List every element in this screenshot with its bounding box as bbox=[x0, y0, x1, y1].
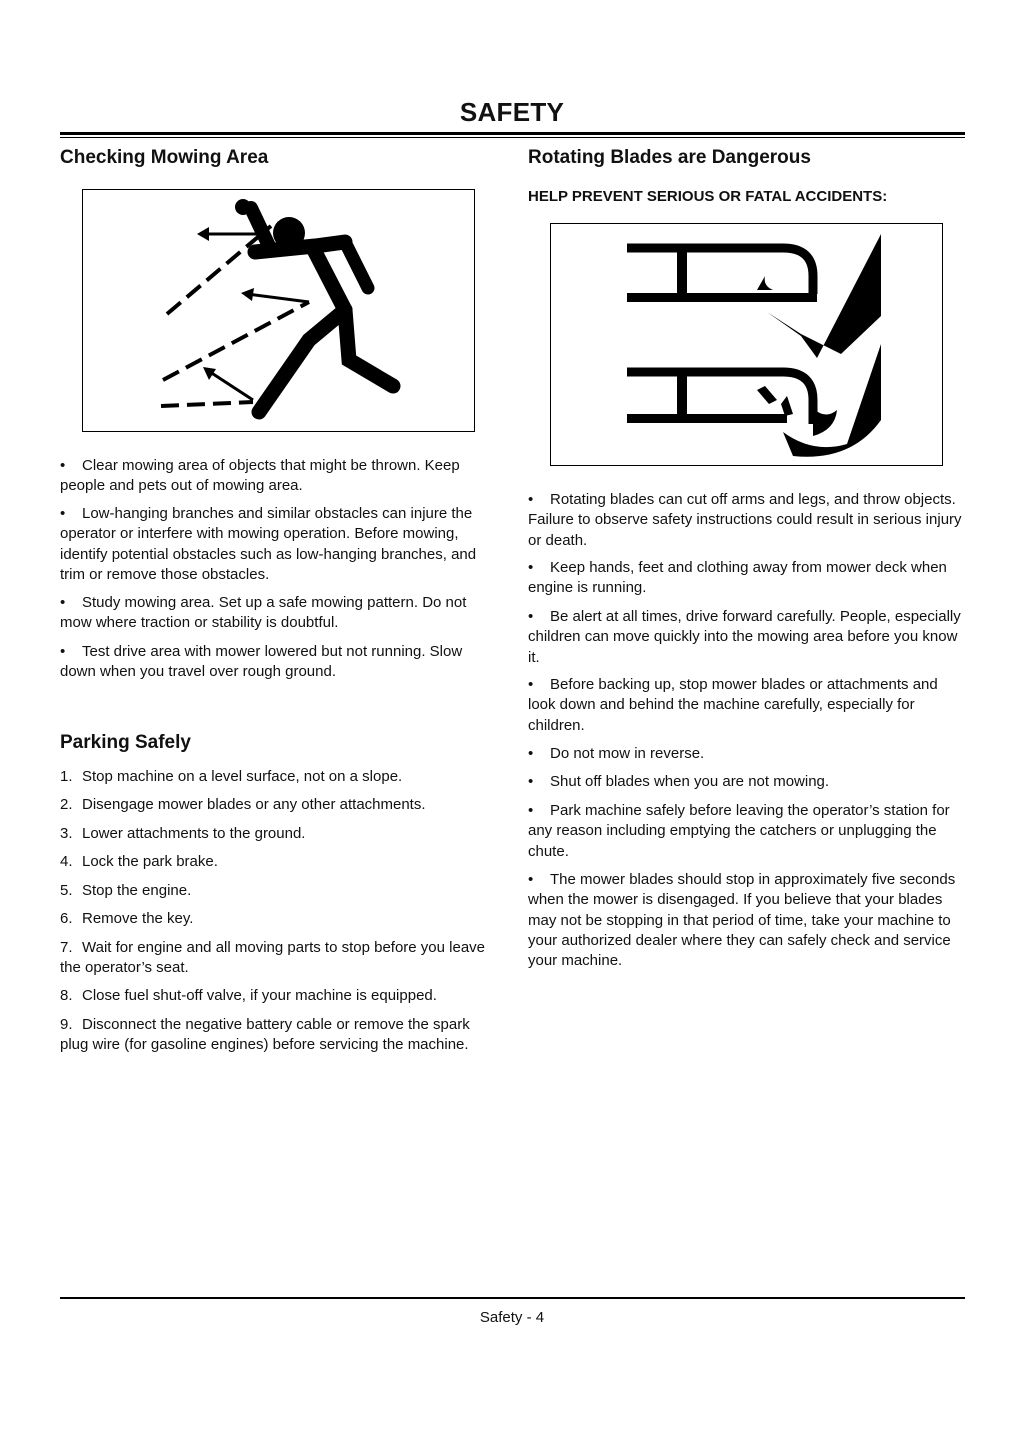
blades-bullet-8 bbox=[528, 870, 965, 971]
checking-bullet-4 bbox=[60, 642, 495, 683]
step-number: 6. bbox=[60, 910, 73, 927]
parking-step-text-6: Remove the key. bbox=[82, 910, 194, 927]
rotating-blade-pictogram-icon bbox=[551, 224, 942, 465]
parking-step-2 bbox=[60, 795, 495, 815]
bullet-glyph: • bbox=[60, 457, 66, 474]
blades-bullet-text-1: Rotating blades can cut off arms and legs, and throw objects. Failure to observe safety instructions could result in serious injury or death. bbox=[528, 491, 962, 549]
parking-step-text-5: Stop the engine. bbox=[82, 882, 192, 899]
blades-bullet-text-2: Keep hands, feet and clothing away from mower deck when engine is running. bbox=[528, 559, 947, 597]
warning-subheading: HELP PREVENT SERIOUS OR FATAL ACCIDENTS: bbox=[528, 188, 888, 205]
bullet-glyph: • bbox=[528, 491, 534, 508]
parking-step-7 bbox=[60, 938, 495, 979]
parking-step-6 bbox=[60, 909, 495, 929]
bullet-glyph: • bbox=[528, 608, 534, 625]
checking-bullet-text-1: Clear mowing area of objects that might be thrown. Keep people and pets out of mowing area. bbox=[60, 457, 460, 495]
step-number: 1. bbox=[60, 768, 73, 785]
step-number: 4. bbox=[60, 853, 73, 870]
blades-bullet-text-4: Before backing up, stop mower blades or attachments and look down and behind the machine carefully, especially for children. bbox=[528, 676, 938, 734]
footer-rule bbox=[60, 1297, 965, 1299]
bullet-glyph: • bbox=[60, 505, 66, 522]
blades-bullet-text-6: Shut off blades when you are not mowing. bbox=[550, 773, 830, 790]
parking-step-8 bbox=[60, 986, 495, 1006]
blades-bullet-text-7: Park machine safely before leaving the operator’s station for any reason including emptying the catchers or unplugging the chute. bbox=[528, 802, 950, 860]
blades-bullet-7 bbox=[528, 801, 965, 862]
parking-step-3 bbox=[60, 824, 495, 844]
section-heading-rotating-blades: Rotating Blades are Dangerous bbox=[528, 147, 811, 168]
parking-step-text-7: Wait for engine and all moving parts to stop before you leave the operator’s seat. bbox=[60, 939, 486, 977]
step-number: 7. bbox=[60, 939, 73, 956]
bullet-glyph: • bbox=[528, 559, 534, 576]
step-number: 9. bbox=[60, 1016, 73, 1033]
section-heading-checking: Checking Mowing Area bbox=[60, 147, 269, 168]
step-number: 2. bbox=[60, 796, 73, 813]
parking-step-text-2: Disengage mower blades or any other attachments. bbox=[82, 796, 426, 813]
parking-step-text-9: Disconnect the negative battery cable or remove the spark plug wire (for gasoline engines) before servicing the machine. bbox=[60, 1016, 470, 1054]
parking-step-text-8: Close fuel shut-off valve, if your machine is equipped. bbox=[82, 987, 437, 1004]
blades-bullet-6 bbox=[528, 772, 965, 792]
blades-bullet-3 bbox=[528, 607, 965, 668]
blades-bullet-text-3: Be alert at all times, drive forward carefully. People, especially children can move quickly into the mowing area before you know it. bbox=[528, 608, 961, 666]
bullet-glyph: • bbox=[60, 643, 66, 660]
checking-bullet-text-4: Test drive area with mower lowered but not running. Slow down when you travel over rough ground. bbox=[60, 643, 463, 681]
parking-step-text-4: Lock the park brake. bbox=[82, 853, 218, 870]
bullet-glyph: • bbox=[528, 745, 534, 762]
bullet-glyph: • bbox=[528, 802, 534, 819]
rotating-blade-pictogram-frame bbox=[550, 223, 943, 466]
checking-bullet-text-2: Low-hanging branches and similar obstacles can injure the operator or interfere with mowing operation. Before mowing, identify potential obstacles such as low-hanging branches, and trim or remove those obstacles. bbox=[60, 505, 477, 583]
bullet-glyph: • bbox=[528, 871, 534, 888]
thrown-objects-pictogram-frame bbox=[82, 189, 475, 432]
thrown-objects-pictogram-icon bbox=[83, 190, 474, 431]
section-heading-parking: Parking Safely bbox=[60, 732, 191, 753]
checking-bullet-text-3: Study mowing area. Set up a safe mowing pattern. Do not mow where traction or stability is doubtful. bbox=[60, 594, 467, 632]
blades-bullet-text-8: The mower blades should stop in approximately five seconds when the mower is disengaged. If you believe that your blades may not be stopping in that period of time, take your machine to your authorized dealer where they can safely check and service your machine. bbox=[528, 871, 956, 970]
parking-step-1 bbox=[60, 767, 495, 787]
parking-step-9 bbox=[60, 1015, 495, 1056]
checking-bullet-3 bbox=[60, 593, 495, 634]
blades-bullet-1 bbox=[528, 490, 965, 551]
blades-bullet-4 bbox=[528, 675, 965, 736]
step-number: 3. bbox=[60, 825, 73, 842]
header-rule-thin bbox=[60, 137, 965, 138]
parking-step-text-1: Stop machine on a level surface, not on a slope. bbox=[82, 768, 403, 785]
parking-step-5 bbox=[60, 881, 495, 901]
page-title: SAFETY bbox=[459, 97, 565, 127]
checking-bullet-2 bbox=[60, 504, 495, 585]
bullet-glyph: • bbox=[60, 594, 66, 611]
parking-step-4 bbox=[60, 852, 495, 872]
bullet-glyph: • bbox=[528, 773, 534, 790]
page-footer: Safety - 4 bbox=[479, 1309, 545, 1326]
header-rule bbox=[60, 132, 965, 135]
blades-bullet-5 bbox=[528, 744, 965, 764]
parking-step-text-3: Lower attachments to the ground. bbox=[82, 825, 306, 842]
checking-bullet-1 bbox=[60, 456, 495, 497]
bullet-glyph: • bbox=[528, 676, 534, 693]
step-number: 8. bbox=[60, 987, 73, 1004]
blades-bullet-text-5: Do not mow in reverse. bbox=[550, 745, 705, 762]
blades-bullet-2 bbox=[528, 558, 965, 599]
step-number: 5. bbox=[60, 882, 73, 899]
